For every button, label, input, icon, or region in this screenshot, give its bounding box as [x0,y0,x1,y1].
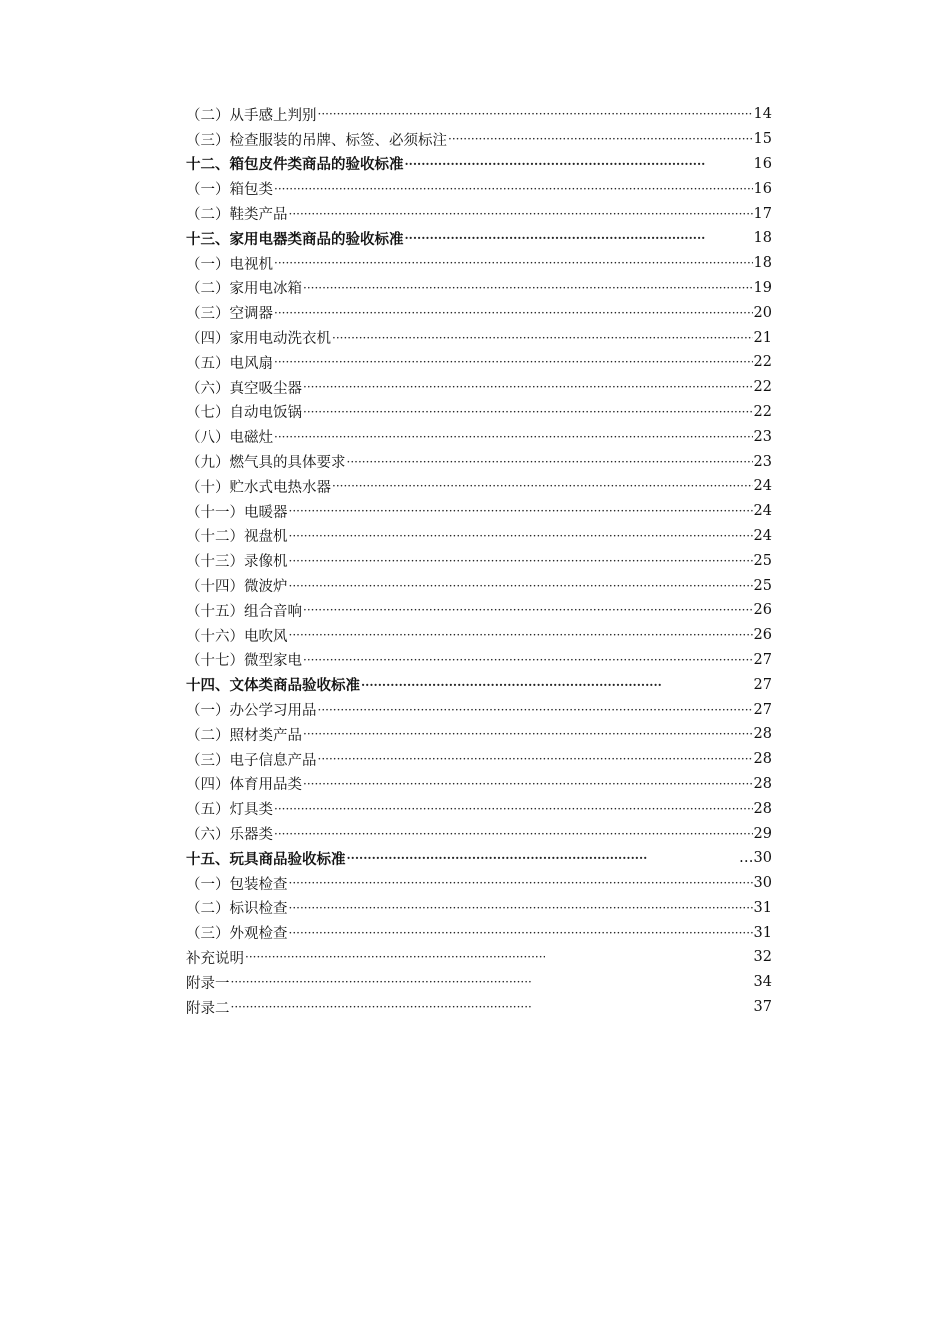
toc-entry-label: （一）办公学习用品 [186,703,317,720]
toc-entry-label: （二）标识检查 [186,901,288,918]
toc-subsection-entry [186,127,772,152]
toc-entry-label: （十）贮水式电热水器 [186,479,331,496]
toc-page-number: 23 [753,453,772,470]
toc-entry-label: （八）电磁灶 [186,430,273,447]
toc-entry-label: （六）乐器类 [186,827,273,843]
toc-subsection-entry [186,573,772,598]
toc-entry-label: （二）从手感上判别 [186,107,317,124]
toc-page-number: 18 [753,230,772,247]
toc-page-number: 24 [753,527,772,544]
dot-leader [303,281,753,295]
toc-page-number: 26 [753,602,772,619]
toc-entry-label: （三）外观检查 [186,926,288,943]
toc-entry-label: 十二、箱包皮件类商品的验收标准 [186,156,404,174]
toc-subsection-entry [186,598,772,623]
toc-subsection-entry [186,375,772,400]
dot-leader [289,554,753,568]
toc-subsection-entry [186,697,772,722]
toc-subsection-entry [186,747,772,772]
toc-subsection-entry [186,920,772,945]
toc-subsection-entry [186,896,772,921]
dot-leader [303,405,753,419]
toc-subsection-entry [186,276,772,301]
dot-leader [274,355,753,369]
toc-page-number: 31 [753,924,772,941]
toc-page-number: 22 [753,354,772,371]
toc-page-number: 16 [753,180,772,197]
toc-page-number: 28 [753,726,772,743]
toc-entry-label: （一）电视机 [186,256,273,273]
toc-page-number: 18 [753,255,772,272]
toc-page-number: 22 [753,379,772,396]
dot-leader [289,504,753,518]
toc-page-number: 34 [753,974,772,991]
toc-page-number: 20 [753,304,772,321]
toc-page-number: 25 [753,577,772,594]
toc-appendix-entry [186,970,772,995]
dot-leader [274,306,753,320]
toc-entry-label: 补充说明 [186,950,244,967]
dot-leader [274,182,753,196]
toc-subsection-entry [186,102,772,127]
toc-entry-label: （十五）组合音响 [186,603,302,620]
dot-leader [303,653,753,667]
toc-subsection-entry [186,201,772,226]
dot-leader [231,975,531,989]
toc-section-entry [186,672,772,697]
toc-subsection-entry [186,400,772,425]
toc-section-entry [186,226,772,251]
toc-page-number: 23 [753,428,772,445]
toc-subsection-entry [186,424,772,449]
toc-page-number: 37 [753,999,772,1016]
toc-entry-label: 十四、文体类商品验收标准 [186,677,360,695]
toc-entry-label: （十二）视盘机 [186,529,288,546]
toc-subsection-entry [186,648,772,673]
dot-leader [303,777,753,791]
dot-leader [405,231,705,245]
toc-page-number: 29 [753,825,772,842]
toc-entry-label: （十七）微型家电 [186,653,302,670]
toc-entry-label: 十五、玩具商品验收标准 [186,850,346,868]
dot-leader [274,827,753,841]
dot-leader [318,703,753,717]
toc-page-number: 28 [753,751,772,768]
dot-leader [274,802,753,816]
toc-page-number: 16 [753,155,772,172]
toc-subsection-entry [186,449,772,474]
toc-subsection-entry [186,300,772,325]
dot-leader [289,579,753,593]
toc-entry-label: 十三、家用电器类商品的验收标准 [186,230,404,248]
toc-entry-label: （一）箱包类 [186,182,273,199]
toc-page-number: 27 [753,701,772,718]
dot-leader [274,430,753,444]
dot-leader [303,380,753,394]
toc-entry-label: （四）体育用品类 [186,777,302,794]
toc-subsection-entry [186,499,772,524]
toc-subsection-entry [186,796,772,821]
toc-page-number: 31 [753,899,772,916]
toc-entry-label: （十四）微波炉 [186,579,288,596]
toc-subsection-entry [186,623,772,648]
dot-leader [303,727,753,741]
dot-leader [318,752,753,766]
toc-page-number: 15 [753,131,772,148]
toc-subsection-entry [186,772,772,797]
dot-leader [332,331,753,345]
toc-page-number: 28 [753,775,772,792]
dot-leader [289,207,753,221]
toc-entry-label: （一）包装检查 [186,876,288,893]
dot-leader [405,157,705,171]
toc-appendix-entry [186,995,772,1020]
dot-leader [347,851,647,865]
toc-page-number: 32 [753,949,772,966]
dot-leader [231,1000,531,1014]
toc-entry-label: （三）电子信息产品 [186,752,317,769]
toc-entry-label: （三）空调器 [186,306,273,323]
toc-subsection-entry [186,474,772,499]
toc-page-number: 14 [753,106,772,123]
toc-page-number: 22 [753,403,772,420]
toc-entry-label: （六）真空吸尘器 [186,380,302,397]
toc-entry-label: （四）家用电动洗衣机 [186,331,331,348]
dot-leader [332,479,753,493]
toc-page-number: 28 [753,800,772,817]
dot-leader [245,950,545,964]
toc-page-number: 17 [753,205,772,222]
toc-page-number: 25 [753,552,772,569]
toc-entry-label: （十六）电吹风 [186,628,288,645]
toc-page-number: 24 [753,503,772,520]
toc-subsection-entry [186,325,772,350]
toc-page-number: 19 [753,279,772,296]
toc-subsection-entry [186,871,772,896]
toc-subsection-entry [186,548,772,573]
toc-entry-label: （二）鞋类产品 [186,207,288,224]
toc-entry-label: （七）自动电饭锅 [186,405,302,422]
dot-leader [289,628,753,642]
toc-page-number: 26 [753,627,772,644]
dot-leader [448,132,753,146]
toc-entry-label: （九）燃气具的具体要求 [186,455,346,472]
dot-leader [289,529,753,543]
toc-entry-label: （十一）电暖器 [186,504,288,521]
toc-entry-label: （十三）录像机 [186,554,288,571]
toc-section-entry [186,846,772,871]
toc-entry-label: （二）家用电冰箱 [186,281,302,298]
toc-entry-label: 附录一 [186,975,230,992]
toc-entry-label: （二）照材类产品 [186,727,302,744]
dot-leader [289,926,753,940]
toc-subsection-entry [186,524,772,549]
toc-subsection-entry [186,722,772,747]
toc-subsection-entry [186,350,772,375]
toc-section-entry [186,152,772,177]
dot-leader [289,901,753,915]
dot-leader [303,603,753,617]
toc-page-number: 27 [753,651,772,668]
toc-entry-label: 附录二 [186,1000,230,1017]
dot-leader [347,455,753,469]
toc-page-number: 21 [753,329,772,346]
toc-page-number: …30 [739,850,772,867]
table-of-contents [186,102,772,1019]
dot-leader [318,107,753,121]
toc-page-number: 24 [753,478,772,495]
toc-page-number: 30 [753,875,772,892]
dot-leader [361,678,661,692]
toc-subsection-entry [186,821,772,846]
toc-appendix-entry [186,945,772,970]
dot-leader [289,876,753,890]
toc-entry-label: （三）检查服装的吊牌、标签、必须标注 [186,132,447,149]
dot-leader [274,256,753,270]
toc-entry-label: （五）灯具类 [186,802,273,819]
toc-entry-label: （五）电风扇 [186,355,273,372]
toc-page-number: 27 [753,676,772,693]
toc-subsection-entry [186,251,772,276]
toc-subsection-entry [186,176,772,201]
